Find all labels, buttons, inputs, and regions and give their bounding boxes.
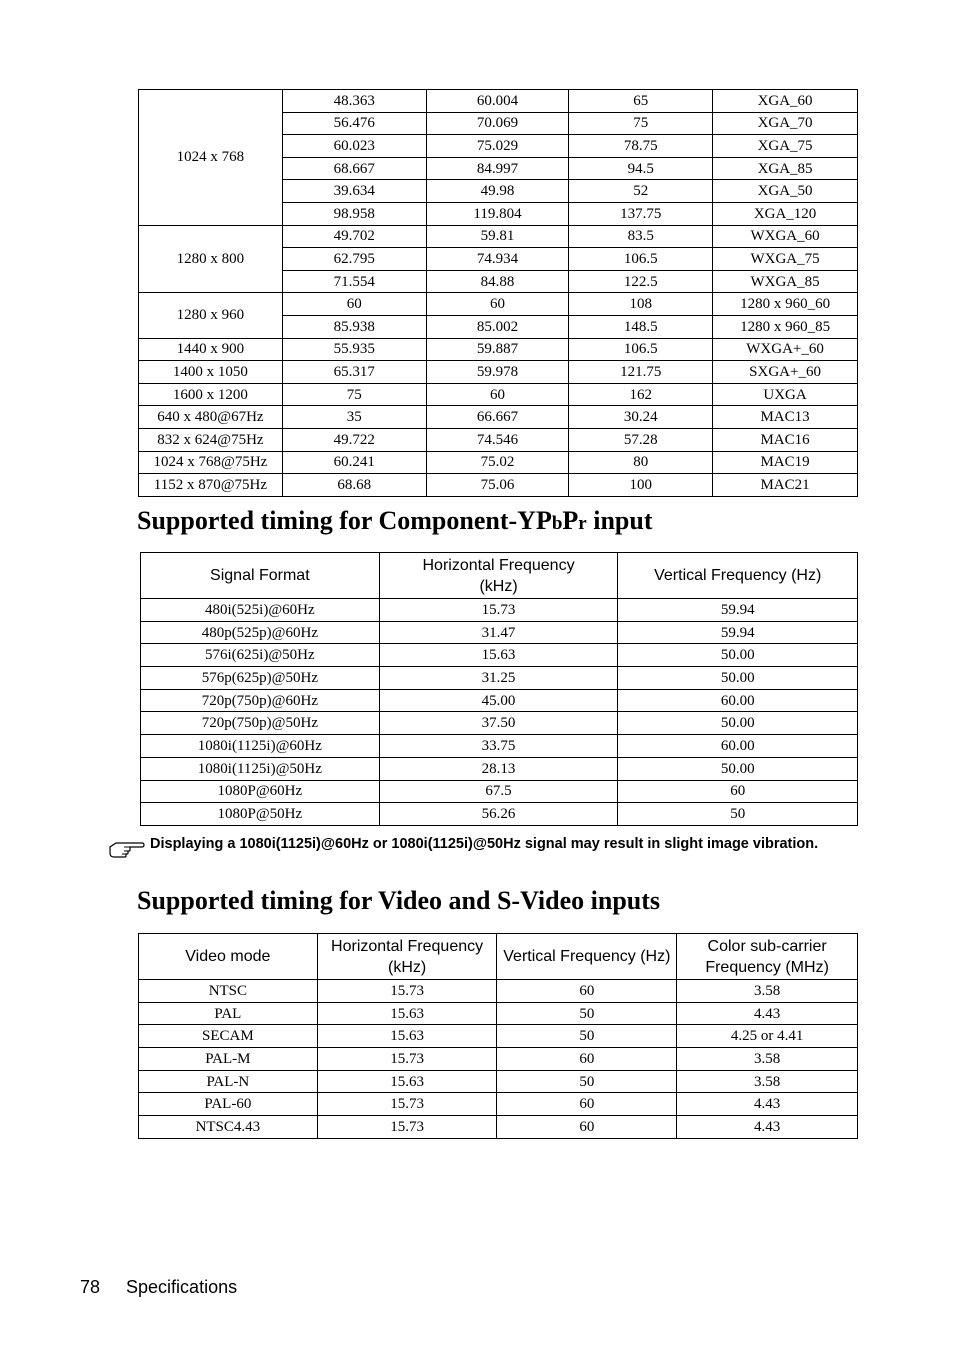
horizontal-frequency-cell: 45.00 — [379, 689, 618, 712]
header-horizontal-frequency: Horizontal Frequency (kHz) — [317, 934, 497, 980]
vertical-frequency-cell: 50 — [618, 803, 858, 826]
signal-format-cell: 576p(625p)@50Hz — [141, 667, 380, 690]
color-subcarrier-cell: 4.43 — [677, 1002, 858, 1025]
horizontal-frequency-cell: 37.50 — [379, 712, 618, 735]
color-subcarrier-cell: 4.43 — [677, 1093, 858, 1116]
resolution-cell: 1152 x 870@75Hz — [139, 474, 283, 497]
horizontal-frequency-cell: 67.5 — [379, 780, 618, 803]
horizontal-frequency-cell: 39.634 — [282, 180, 426, 203]
vertical-frequency-cell: 59.94 — [618, 599, 858, 622]
vertical-frequency-cell: 60 — [426, 383, 569, 406]
mode-cell: WXGA+_60 — [713, 338, 858, 361]
vertical-frequency-cell: 75.06 — [426, 474, 569, 497]
mode-cell: WXGA_60 — [713, 225, 858, 248]
vertical-frequency-cell: 50 — [497, 1025, 677, 1048]
resolution-cell: 1024 x 768@75Hz — [139, 451, 283, 474]
signal-format-cell: 720p(750p)@60Hz — [141, 689, 380, 712]
resolution-cell: 1280 x 960 — [139, 293, 283, 338]
horizontal-frequency-cell: 85.938 — [282, 315, 426, 338]
component-heading: Supported timing for Component-YPbPr input — [137, 506, 653, 535]
table-row — [139, 1025, 858, 1048]
table-row — [139, 225, 858, 248]
vertical-frequency-cell: 85.002 — [426, 315, 569, 338]
vertical-frequency-cell: 60.00 — [618, 735, 858, 758]
table-row — [139, 338, 858, 361]
horizontal-frequency-cell: 68.68 — [282, 474, 426, 497]
mode-cell: MAC16 — [713, 428, 858, 451]
vertical-frequency-cell: 70.069 — [426, 112, 569, 135]
video-mode-cell: PAL-N — [139, 1070, 318, 1093]
header-horizontal-frequency: Horizontal Frequency (kHz) — [379, 553, 618, 599]
mode-cell: WXGA_75 — [713, 248, 858, 271]
pixel-frequency-cell: 78.75 — [569, 135, 713, 158]
vertical-frequency-cell: 66.667 — [426, 406, 569, 429]
mode-cell: 1280 x 960_85 — [713, 315, 858, 338]
table-row — [139, 474, 858, 497]
signal-format-cell: 576i(625i)@50Hz — [141, 644, 380, 667]
vertical-frequency-cell: 59.887 — [426, 338, 569, 361]
horizontal-frequency-cell: 68.667 — [282, 157, 426, 180]
mode-cell: UXGA — [713, 383, 858, 406]
mode-cell: XGA_120 — [713, 202, 858, 225]
resolution-cell: 640 x 480@67Hz — [139, 406, 283, 429]
table-row — [139, 1093, 858, 1116]
horizontal-frequency-cell: 56.26 — [379, 803, 618, 826]
vertical-frequency-cell: 50 — [497, 1070, 677, 1093]
horizontal-frequency-cell: 98.958 — [282, 202, 426, 225]
pixel-frequency-cell: 162 — [569, 383, 713, 406]
horizontal-frequency-cell: 33.75 — [379, 735, 618, 758]
horizontal-frequency-cell: 71.554 — [282, 270, 426, 293]
mode-cell: XGA_85 — [713, 157, 858, 180]
horizontal-frequency-cell: 56.476 — [282, 112, 426, 135]
table-row — [141, 621, 858, 644]
table-row — [139, 90, 858, 113]
horizontal-frequency-cell: 35 — [282, 406, 426, 429]
pixel-frequency-cell: 30.24 — [569, 406, 713, 429]
pointing-hand-icon — [108, 838, 146, 858]
resolution-cell: 832 x 624@75Hz — [139, 428, 283, 451]
header-video-mode: Video mode — [139, 934, 318, 980]
color-subcarrier-cell: 3.58 — [677, 980, 858, 1003]
horizontal-frequency-cell: 15.63 — [317, 1070, 497, 1093]
vertical-frequency-cell: 49.98 — [426, 180, 569, 203]
resolution-cell: 1440 x 900 — [139, 338, 283, 361]
horizontal-frequency-cell: 31.25 — [379, 667, 618, 690]
video-timing-table-body — [139, 980, 858, 1139]
vertical-frequency-cell: 50 — [497, 1002, 677, 1025]
pixel-frequency-cell: 75 — [569, 112, 713, 135]
vertical-frequency-cell: 59.978 — [426, 361, 569, 384]
pixel-frequency-cell: 83.5 — [569, 225, 713, 248]
table-row — [139, 383, 858, 406]
video-timing-table — [138, 933, 858, 1139]
vertical-frequency-cell: 50.00 — [618, 757, 858, 780]
vertical-frequency-cell: 75.02 — [426, 451, 569, 474]
horizontal-frequency-cell: 60.023 — [282, 135, 426, 158]
table-row — [141, 667, 858, 690]
color-subcarrier-cell: 3.58 — [677, 1048, 858, 1071]
mode-cell: XGA_50 — [713, 180, 858, 203]
table-row — [141, 689, 858, 712]
horizontal-frequency-cell: 15.73 — [317, 1116, 497, 1139]
pixel-frequency-cell: 94.5 — [569, 157, 713, 180]
horizontal-frequency-cell: 15.73 — [379, 599, 618, 622]
pixel-frequency-cell: 52 — [569, 180, 713, 203]
component-timing-table-body — [141, 599, 858, 826]
table-row — [139, 1116, 858, 1139]
horizontal-frequency-cell: 60.241 — [282, 451, 426, 474]
header-color-subcarrier-frequency: Color sub-carrier Frequency (MHz) — [677, 934, 858, 980]
horizontal-frequency-cell: 60 — [282, 293, 426, 316]
table-row — [139, 1002, 858, 1025]
table-row — [141, 780, 858, 803]
vertical-frequency-cell: 50.00 — [618, 644, 858, 667]
video-mode-cell: PAL-M — [139, 1048, 318, 1071]
mode-cell: MAC19 — [713, 451, 858, 474]
table-row — [141, 803, 858, 826]
vertical-frequency-cell: 84.997 — [426, 157, 569, 180]
vertical-frequency-cell: 60 — [426, 293, 569, 316]
pixel-frequency-cell: 65 — [569, 90, 713, 113]
horizontal-frequency-cell: 15.73 — [317, 1093, 497, 1116]
table-row — [141, 599, 858, 622]
mode-cell: WXGA_85 — [713, 270, 858, 293]
resolution-cell: 1600 x 1200 — [139, 383, 283, 406]
vertical-frequency-cell: 59.81 — [426, 225, 569, 248]
horizontal-frequency-cell: 65.317 — [282, 361, 426, 384]
vertical-frequency-cell: 59.94 — [618, 621, 858, 644]
table-row — [141, 644, 858, 667]
mode-cell: XGA_60 — [713, 90, 858, 113]
signal-format-cell: 1080P@50Hz — [141, 803, 380, 826]
mode-cell: 1280 x 960_60 — [713, 293, 858, 316]
signal-format-cell: 1080i(1125i)@50Hz — [141, 757, 380, 780]
horizontal-frequency-cell: 49.702 — [282, 225, 426, 248]
signal-format-cell: 480i(525i)@60Hz — [141, 599, 380, 622]
vertical-frequency-cell: 74.934 — [426, 248, 569, 271]
footer-section-title: Specifications — [126, 1277, 238, 1297]
pixel-frequency-cell: 106.5 — [569, 338, 713, 361]
pc-timing-table — [138, 89, 858, 497]
pixel-frequency-cell: 80 — [569, 451, 713, 474]
video-mode-cell: PAL — [139, 1002, 318, 1025]
color-subcarrier-cell: 4.43 — [677, 1116, 858, 1139]
color-subcarrier-cell: 3.58 — [677, 1070, 858, 1093]
vertical-frequency-cell: 75.029 — [426, 135, 569, 158]
table-row — [141, 712, 858, 735]
table-row — [141, 735, 858, 758]
mode-cell: MAC13 — [713, 406, 858, 429]
vertical-frequency-cell: 60 — [618, 780, 858, 803]
horizontal-frequency-cell: 15.73 — [317, 1048, 497, 1071]
pixel-frequency-cell: 137.75 — [569, 202, 713, 225]
horizontal-frequency-cell: 15.63 — [317, 1025, 497, 1048]
horizontal-frequency-cell: 75 — [282, 383, 426, 406]
vertical-frequency-cell: 60.004 — [426, 90, 569, 113]
pixel-frequency-cell: 122.5 — [569, 270, 713, 293]
resolution-cell: 1280 x 800 — [139, 225, 283, 293]
horizontal-frequency-cell: 31.47 — [379, 621, 618, 644]
pixel-frequency-cell: 106.5 — [569, 248, 713, 271]
pc-timing-table-body — [139, 90, 858, 497]
vertical-frequency-cell: 60.00 — [618, 689, 858, 712]
note-text: Displaying a 1080i(1125i)@60Hz or 1080i(1125i)@50Hz signal may result in slight image vibration. — [150, 836, 819, 852]
horizontal-frequency-cell: 48.363 — [282, 90, 426, 113]
vertical-frequency-cell: 50.00 — [618, 667, 858, 690]
table-row — [139, 1048, 858, 1071]
mode-cell: XGA_75 — [713, 135, 858, 158]
horizontal-frequency-cell: 49.722 — [282, 428, 426, 451]
table-row — [139, 361, 858, 384]
horizontal-frequency-cell: 55.935 — [282, 338, 426, 361]
vertical-frequency-cell: 74.546 — [426, 428, 569, 451]
header-signal-format: Signal Format — [141, 553, 380, 599]
mode-cell: MAC21 — [713, 474, 858, 497]
signal-format-cell: 1080P@60Hz — [141, 780, 380, 803]
signal-format-cell: 480p(525p)@60Hz — [141, 621, 380, 644]
mode-cell: SXGA+_60 — [713, 361, 858, 384]
table-row — [141, 757, 858, 780]
resolution-cell: 1400 x 1050 — [139, 361, 283, 384]
table-row — [139, 293, 858, 316]
header-vertical-frequency: Vertical Frequency (Hz) — [618, 553, 858, 599]
table-row — [139, 451, 858, 474]
page-number: 78 — [80, 1277, 101, 1297]
horizontal-frequency-cell: 62.795 — [282, 248, 426, 271]
color-subcarrier-cell: 4.25 or 4.41 — [677, 1025, 858, 1048]
table-row — [139, 980, 858, 1003]
component-header-row — [141, 553, 858, 599]
vertical-frequency-cell: 84.88 — [426, 270, 569, 293]
signal-format-cell: 1080i(1125i)@60Hz — [141, 735, 380, 758]
header-vertical-frequency: Vertical Frequency (Hz) — [497, 934, 677, 980]
pixel-frequency-cell: 108 — [569, 293, 713, 316]
resolution-cell: 1024 x 768 — [139, 90, 283, 226]
video-heading: Supported timing for Video and S-Video inputs — [137, 886, 661, 915]
horizontal-frequency-cell: 28.13 — [379, 757, 618, 780]
video-mode-cell: NTSC — [139, 980, 318, 1003]
vertical-frequency-cell: 60 — [497, 1093, 677, 1116]
pixel-frequency-cell: 148.5 — [569, 315, 713, 338]
signal-format-cell: 720p(750p)@50Hz — [141, 712, 380, 735]
vertical-frequency-cell: 60 — [497, 1048, 677, 1071]
video-mode-cell: SECAM — [139, 1025, 318, 1048]
video-mode-cell: NTSC4.43 — [139, 1116, 318, 1139]
horizontal-frequency-cell: 15.63 — [317, 1002, 497, 1025]
pixel-frequency-cell: 57.28 — [569, 428, 713, 451]
video-mode-cell: PAL-60 — [139, 1093, 318, 1116]
table-row — [139, 428, 858, 451]
vertical-frequency-cell: 60 — [497, 980, 677, 1003]
horizontal-frequency-cell: 15.63 — [379, 644, 618, 667]
horizontal-frequency-cell: 15.73 — [317, 980, 497, 1003]
page-footer — [80, 1277, 237, 1298]
vertical-frequency-cell: 119.804 — [426, 202, 569, 225]
table-row — [139, 1070, 858, 1093]
pixel-frequency-cell: 100 — [569, 474, 713, 497]
vertical-frequency-cell: 60 — [497, 1116, 677, 1139]
table-row — [139, 406, 858, 429]
mode-cell: XGA_70 — [713, 112, 858, 135]
pixel-frequency-cell: 121.75 — [569, 361, 713, 384]
vertical-frequency-cell: 50.00 — [618, 712, 858, 735]
component-timing-table — [140, 552, 858, 826]
video-header-row — [139, 934, 858, 980]
